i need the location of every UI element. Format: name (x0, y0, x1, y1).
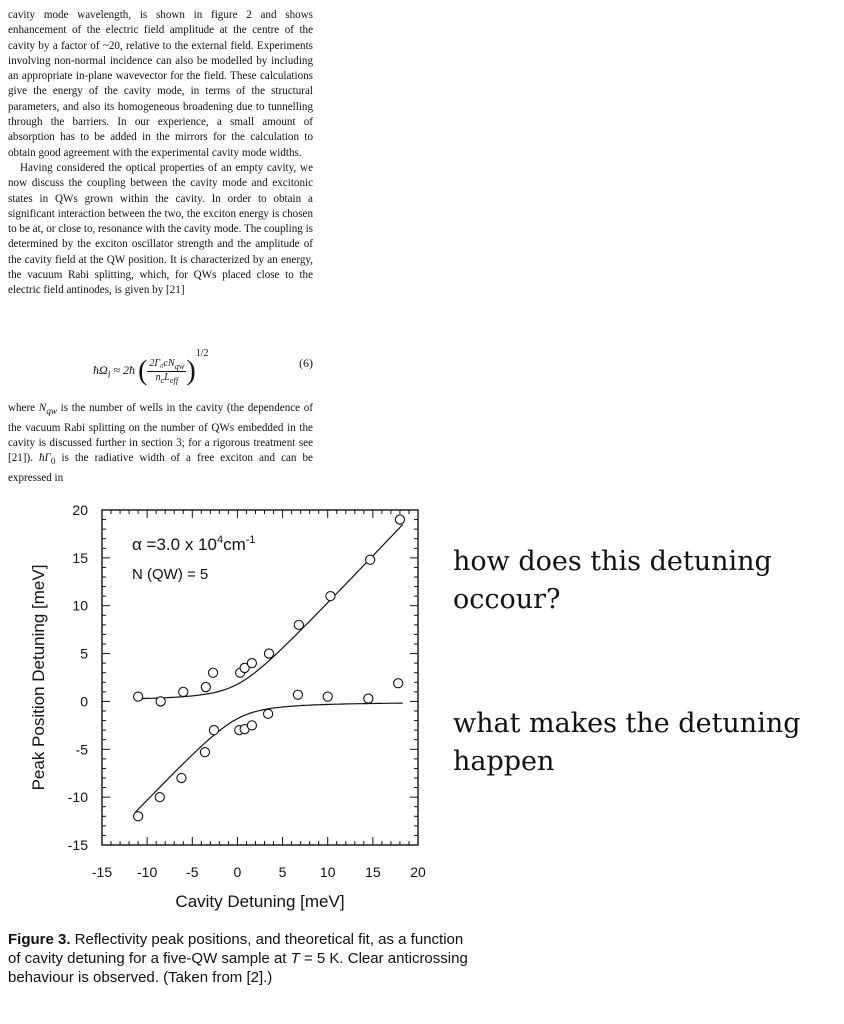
upper-branch-point (134, 692, 143, 701)
lower-branch-point (364, 694, 373, 703)
lower-branch-fit-line (135, 703, 402, 812)
equation-6 (8, 340, 313, 387)
y-tick-label: 0 (80, 693, 88, 710)
figure-caption (8, 930, 468, 987)
lower-branch-point (200, 748, 209, 757)
eq-den-text-2: L (164, 371, 170, 383)
y-tick-label: -5 (75, 741, 88, 758)
caption-text-1: Reflectivity peak positions, and theoretical fit, as a function of cavity detuning for a five-QW sample at (8, 931, 464, 967)
lower-branch-point (209, 726, 218, 735)
upper-branch-point (294, 620, 303, 629)
body-text (8, 8, 313, 299)
annotation-alpha (132, 534, 256, 554)
caption-var: T (290, 950, 300, 967)
upper-branch-point (395, 515, 404, 524)
x-tick-label: -15 (91, 864, 113, 880)
eq-denominator (147, 372, 186, 385)
upper-branch-point (201, 682, 210, 691)
paragraph-2: Having considered the optical properties of an empty cavity, we now discuss the coupling between the cavity mode and excitonic states in QWs grown within the cavity. In order to obtain a significant interaction between the two, the exciton energy is chosen to be at, or close to, resonance with the cavity mode. The coupling is determined by the exciton oscillator strength and the amplitude of the cavity field at the QW position. It is characterized by an energy, the vacuum Rabi splitting, which, for QWs placed close to the electric field antinodes, is given by [21] (8, 161, 313, 297)
x-tick-label: 5 (278, 864, 287, 880)
anticrossing-chart (20, 495, 440, 920)
paragraph-3 (8, 401, 313, 486)
lower-branch-point (155, 793, 164, 802)
p3-sym-sub: 0 (50, 457, 56, 468)
eq-fraction (147, 358, 186, 385)
y-axis-label: Peak Position Detuning [meV] (29, 564, 48, 791)
upper-branch-point (208, 668, 217, 677)
p3-part-a: where (8, 402, 39, 415)
equation-formula (93, 348, 209, 387)
annotation-alpha-unit: cm (223, 535, 246, 554)
paragraph-1: cavity mode wavelength, is shown in figure 2 and shows enhancement of the electric field amplitude at the centre of the cavity by a factor of ~20, relative to the external field. Experiments involving non-normal incidence can also be modelled by including an appropriate in-plane wavevector for the field. These calculations give the energy of the cavity mode, in terms of the structural parameters, and also its homogeneous broadening due to tunnelling through the barriers. In our experience, a small amount of absorption has to be added in the mirrors for the calculation to obtain good agreement with the experimental cavity mode widths. (8, 9, 313, 159)
y-tick-label: 10 (72, 597, 88, 614)
caption-text-2: = 5 K. Clear anticrossing behaviour is observed. (Taken from [2].) (8, 950, 468, 986)
lower-branch-point (323, 692, 332, 701)
annotation-alpha-exp: 4 (216, 534, 224, 546)
p3-sym: ħΓ (39, 452, 51, 465)
annotation-n-qw: N (QW) = 5 (132, 566, 209, 583)
eq-approx: ≈ 2ħ (113, 363, 136, 377)
eq-lhs: ħΩ (93, 363, 108, 377)
p3-var-sub: qw (46, 407, 57, 418)
eq-paren-open: ( (138, 355, 148, 387)
x-tick-label: 20 (410, 864, 426, 880)
eq-lhs-sub: i (107, 369, 111, 381)
y-tick-label: -15 (67, 837, 88, 853)
lower-branch-point (134, 812, 143, 821)
body-text-continued (8, 390, 313, 497)
y-tick-label: -10 (67, 789, 88, 806)
handwritten-note-question-1: how does this detuning occour? (453, 546, 772, 615)
chart-points (134, 515, 405, 821)
eq-numerator (147, 358, 186, 372)
handwritten-note-question-2: what makes the detuning happen (453, 708, 801, 777)
y-tick-label: 20 (72, 502, 88, 518)
annotation-alpha-unit-exp: -1 (245, 534, 256, 546)
upper-branch-point (156, 697, 165, 706)
lower-branch-point (177, 773, 186, 782)
annotation-alpha-prefix: α =3.0 x 10 (132, 535, 217, 554)
lower-branch-point (293, 690, 302, 699)
lower-branch-point (247, 721, 256, 730)
eq-paren-close: ) (186, 355, 196, 387)
p3-var: N (38, 402, 47, 415)
upper-branch-point (264, 649, 273, 658)
upper-branch-point (247, 659, 256, 668)
figure-label: Figure 3. (8, 931, 71, 948)
eq-den-sub-2: eff (169, 375, 179, 385)
x-tick-label: -5 (186, 864, 199, 880)
eq-exponent: 1/2 (195, 348, 209, 359)
lower-branch-point (394, 679, 403, 688)
x-tick-label: -10 (137, 864, 158, 880)
upper-branch-point (326, 592, 335, 601)
eq-num-sub: qw (174, 361, 185, 371)
upper-branch-point (366, 555, 375, 564)
upper-branch-point (179, 687, 188, 696)
equation-number: (6) (299, 356, 313, 370)
y-tick-label: 15 (72, 549, 88, 566)
x-tick-label: 10 (319, 864, 336, 880)
lower-branch-point (264, 709, 273, 718)
p3-part-c: is the radiative width of a free exciton and can be expressed in (8, 452, 313, 484)
eq-den-sub: c (160, 375, 165, 385)
x-axis-label: Cavity Detuning [meV] (175, 892, 345, 911)
y-tick-label: 5 (80, 645, 88, 662)
x-tick-label: 0 (233, 864, 242, 880)
eq-num-text: 2Γ₀cN (149, 357, 175, 369)
eq-den-text: n (155, 371, 161, 383)
x-tick-label: 15 (365, 864, 381, 880)
p3-part-b: is the number of wells in the cavity (the dependence of the vacuum Rabi splitting on the number of QWs embedded in the cavity is discussed further in section 3; for a rigorous treatment see [21]). (8, 402, 314, 465)
